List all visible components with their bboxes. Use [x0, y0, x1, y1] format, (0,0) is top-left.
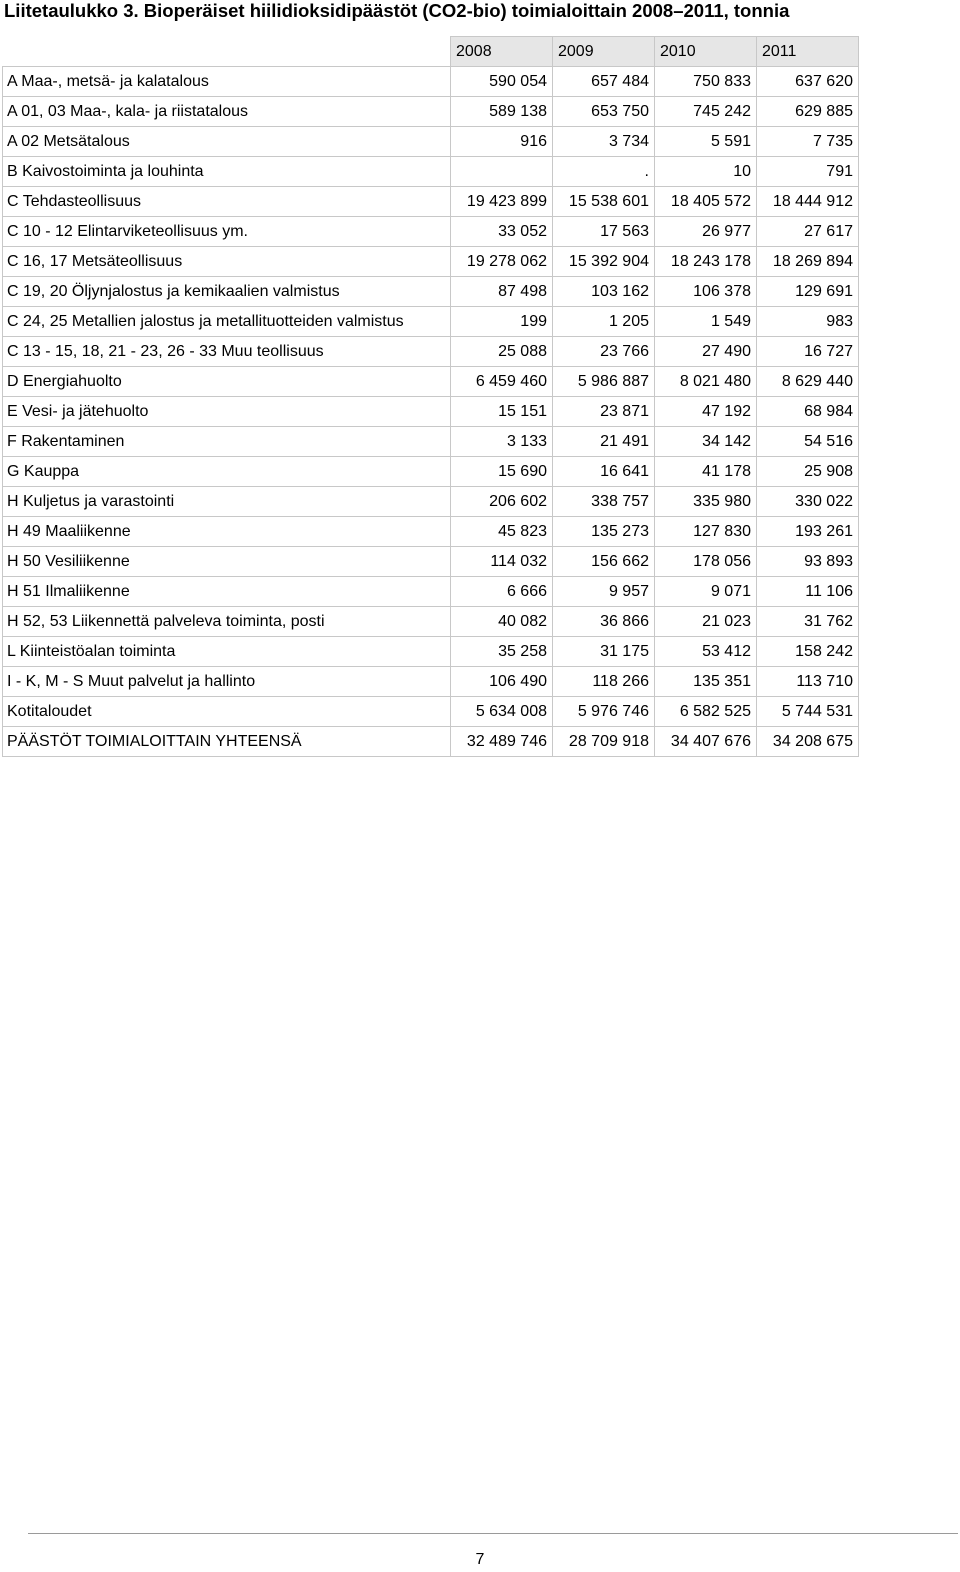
value-cell: 158 242: [757, 637, 859, 667]
value-cell: 114 032: [451, 547, 553, 577]
value-cell: 45 823: [451, 517, 553, 547]
header-corner-cell: [3, 37, 451, 67]
value-cell: 27 490: [655, 337, 757, 367]
row-label: PÄÄSTÖT TOIMIALOITTAIN YHTEENSÄ: [3, 727, 451, 757]
value-cell: 983: [757, 307, 859, 337]
column-header: 2010: [655, 37, 757, 67]
value-cell: 17 563: [553, 217, 655, 247]
value-cell: 5 986 887: [553, 367, 655, 397]
value-cell: 34 407 676: [655, 727, 757, 757]
table-body: [3, 67, 859, 757]
row-label: C 19, 20 Öljynjalostus ja kemikaalien valmistus: [3, 277, 451, 307]
value-cell: 5 744 531: [757, 697, 859, 727]
row-label: H 51 Ilmaliikenne: [3, 577, 451, 607]
row-label: F Rakentaminen: [3, 427, 451, 457]
value-cell: 1 549: [655, 307, 757, 337]
table-row: [3, 97, 859, 127]
value-cell: 330 022: [757, 487, 859, 517]
value-cell: 338 757: [553, 487, 655, 517]
value-cell: 47 192: [655, 397, 757, 427]
value-cell: 18 243 178: [655, 247, 757, 277]
value-cell: 5 591: [655, 127, 757, 157]
row-label: C 16, 17 Metsäteollisuus: [3, 247, 451, 277]
table-row: [3, 397, 859, 427]
value-cell: 106 378: [655, 277, 757, 307]
row-label: B Kaivostoiminta ja louhinta: [3, 157, 451, 187]
value-cell: 657 484: [553, 67, 655, 97]
value-cell: 68 984: [757, 397, 859, 427]
page-number: 7: [475, 1551, 485, 1568]
value-cell: 8 021 480: [655, 367, 757, 397]
value-cell: 35 258: [451, 637, 553, 667]
value-cell: 19 278 062: [451, 247, 553, 277]
value-cell: 745 242: [655, 97, 757, 127]
value-cell: 193 261: [757, 517, 859, 547]
value-cell: 750 833: [655, 67, 757, 97]
value-cell: 15 538 601: [553, 187, 655, 217]
value-cell: 135 351: [655, 667, 757, 697]
value-cell: 11 106: [757, 577, 859, 607]
value-cell: 34 142: [655, 427, 757, 457]
value-cell: 27 617: [757, 217, 859, 247]
value-cell: 16 641: [553, 457, 655, 487]
value-cell: 156 662: [553, 547, 655, 577]
emissions-table: [2, 36, 859, 757]
table-row: [3, 727, 859, 757]
column-header: 2011: [757, 37, 859, 67]
value-cell: 31 175: [553, 637, 655, 667]
value-cell: 16 727: [757, 337, 859, 367]
value-cell: 9 071: [655, 577, 757, 607]
column-header: 2009: [553, 37, 655, 67]
value-cell: 118 266: [553, 667, 655, 697]
value-cell: [451, 157, 553, 187]
row-label: C 10 - 12 Elintarviketeollisuus ym.: [3, 217, 451, 247]
table-row: [3, 307, 859, 337]
value-cell: 178 056: [655, 547, 757, 577]
footer-divider: [28, 1533, 958, 1534]
table-row: [3, 187, 859, 217]
table-row: [3, 577, 859, 607]
value-cell: 5 976 746: [553, 697, 655, 727]
row-label: G Kauppa: [3, 457, 451, 487]
value-cell: 653 750: [553, 97, 655, 127]
row-label: C 24, 25 Metallien jalostus ja metallituotteiden valmistus: [3, 307, 451, 337]
value-cell: 25 088: [451, 337, 553, 367]
value-cell: 6 459 460: [451, 367, 553, 397]
value-cell: 5 634 008: [451, 697, 553, 727]
value-cell: 589 138: [451, 97, 553, 127]
document-title: Liitetaulukko 3. Bioperäiset hiilidioksidipäästöt (CO2-bio) toimialoittain 2008–2011, tonnia: [4, 0, 790, 21]
row-label: A Maa-, metsä- ja kalatalous: [3, 67, 451, 97]
value-cell: 31 762: [757, 607, 859, 637]
value-cell: 18 405 572: [655, 187, 757, 217]
value-cell: 3 734: [553, 127, 655, 157]
table-row: [3, 427, 859, 457]
table-row: [3, 67, 859, 97]
value-cell: 135 273: [553, 517, 655, 547]
row-label: H 49 Maaliikenne: [3, 517, 451, 547]
value-cell: 637 620: [757, 67, 859, 97]
value-cell: 113 710: [757, 667, 859, 697]
value-cell: 34 208 675: [757, 727, 859, 757]
table-row: [3, 157, 859, 187]
value-cell: 87 498: [451, 277, 553, 307]
table-row: [3, 127, 859, 157]
value-cell: 23 766: [553, 337, 655, 367]
value-cell: 7 735: [757, 127, 859, 157]
value-cell: 3 133: [451, 427, 553, 457]
row-label: L Kiinteistöalan toiminta: [3, 637, 451, 667]
value-cell: 33 052: [451, 217, 553, 247]
value-cell: 791: [757, 157, 859, 187]
table-row: [3, 697, 859, 727]
table-row: [3, 607, 859, 637]
value-cell: 106 490: [451, 667, 553, 697]
value-cell: 26 977: [655, 217, 757, 247]
value-cell: 21 491: [553, 427, 655, 457]
value-cell: 23 871: [553, 397, 655, 427]
value-cell: 36 866: [553, 607, 655, 637]
value-cell: 8 629 440: [757, 367, 859, 397]
value-cell: 199: [451, 307, 553, 337]
table-row: [3, 487, 859, 517]
value-cell: 93 893: [757, 547, 859, 577]
value-cell: 9 957: [553, 577, 655, 607]
value-cell: 21 023: [655, 607, 757, 637]
table-row: [3, 637, 859, 667]
row-label: C 13 - 15, 18, 21 - 23, 26 - 33 Muu teollisuus: [3, 337, 451, 367]
value-cell: 10: [655, 157, 757, 187]
row-label: H 50 Vesiliikenne: [3, 547, 451, 577]
table-row: [3, 547, 859, 577]
table-row: [3, 367, 859, 397]
table-row: [3, 457, 859, 487]
value-cell: 103 162: [553, 277, 655, 307]
row-label: A 01, 03 Maa-, kala- ja riistatalous: [3, 97, 451, 127]
value-cell: 6 666: [451, 577, 553, 607]
value-cell: 18 269 894: [757, 247, 859, 277]
value-cell: 32 489 746: [451, 727, 553, 757]
row-label: H Kuljetus ja varastointi: [3, 487, 451, 517]
row-label: D Energiahuolto: [3, 367, 451, 397]
value-cell: 15 690: [451, 457, 553, 487]
table-row: [3, 277, 859, 307]
value-cell: 206 602: [451, 487, 553, 517]
value-cell: 6 582 525: [655, 697, 757, 727]
value-cell: 129 691: [757, 277, 859, 307]
value-cell: 127 830: [655, 517, 757, 547]
value-cell: 19 423 899: [451, 187, 553, 217]
table-row: [3, 337, 859, 367]
value-cell: 916: [451, 127, 553, 157]
value-cell: 590 054: [451, 67, 553, 97]
row-label: H 52, 53 Liikennettä palveleva toiminta, posti: [3, 607, 451, 637]
value-cell: 40 082: [451, 607, 553, 637]
row-label: A 02 Metsätalous: [3, 127, 451, 157]
value-cell: 18 444 912: [757, 187, 859, 217]
value-cell: 53 412: [655, 637, 757, 667]
value-cell: 15 151: [451, 397, 553, 427]
row-label: E Vesi- ja jätehuolto: [3, 397, 451, 427]
value-cell: 335 980: [655, 487, 757, 517]
value-cell: 629 885: [757, 97, 859, 127]
row-label: C Tehdasteollisuus: [3, 187, 451, 217]
value-cell: 1 205: [553, 307, 655, 337]
row-label: Kotitaloudet: [3, 697, 451, 727]
column-header: 2008: [451, 37, 553, 67]
value-cell: 25 908: [757, 457, 859, 487]
value-cell: 54 516: [757, 427, 859, 457]
table-row: [3, 247, 859, 277]
table-row: [3, 517, 859, 547]
value-cell: .: [553, 157, 655, 187]
value-cell: 15 392 904: [553, 247, 655, 277]
table-header-row: [3, 37, 859, 67]
table-row: [3, 667, 859, 697]
table-row: [3, 217, 859, 247]
row-label: I - K, M - S Muut palvelut ja hallinto: [3, 667, 451, 697]
value-cell: 28 709 918: [553, 727, 655, 757]
value-cell: 41 178: [655, 457, 757, 487]
